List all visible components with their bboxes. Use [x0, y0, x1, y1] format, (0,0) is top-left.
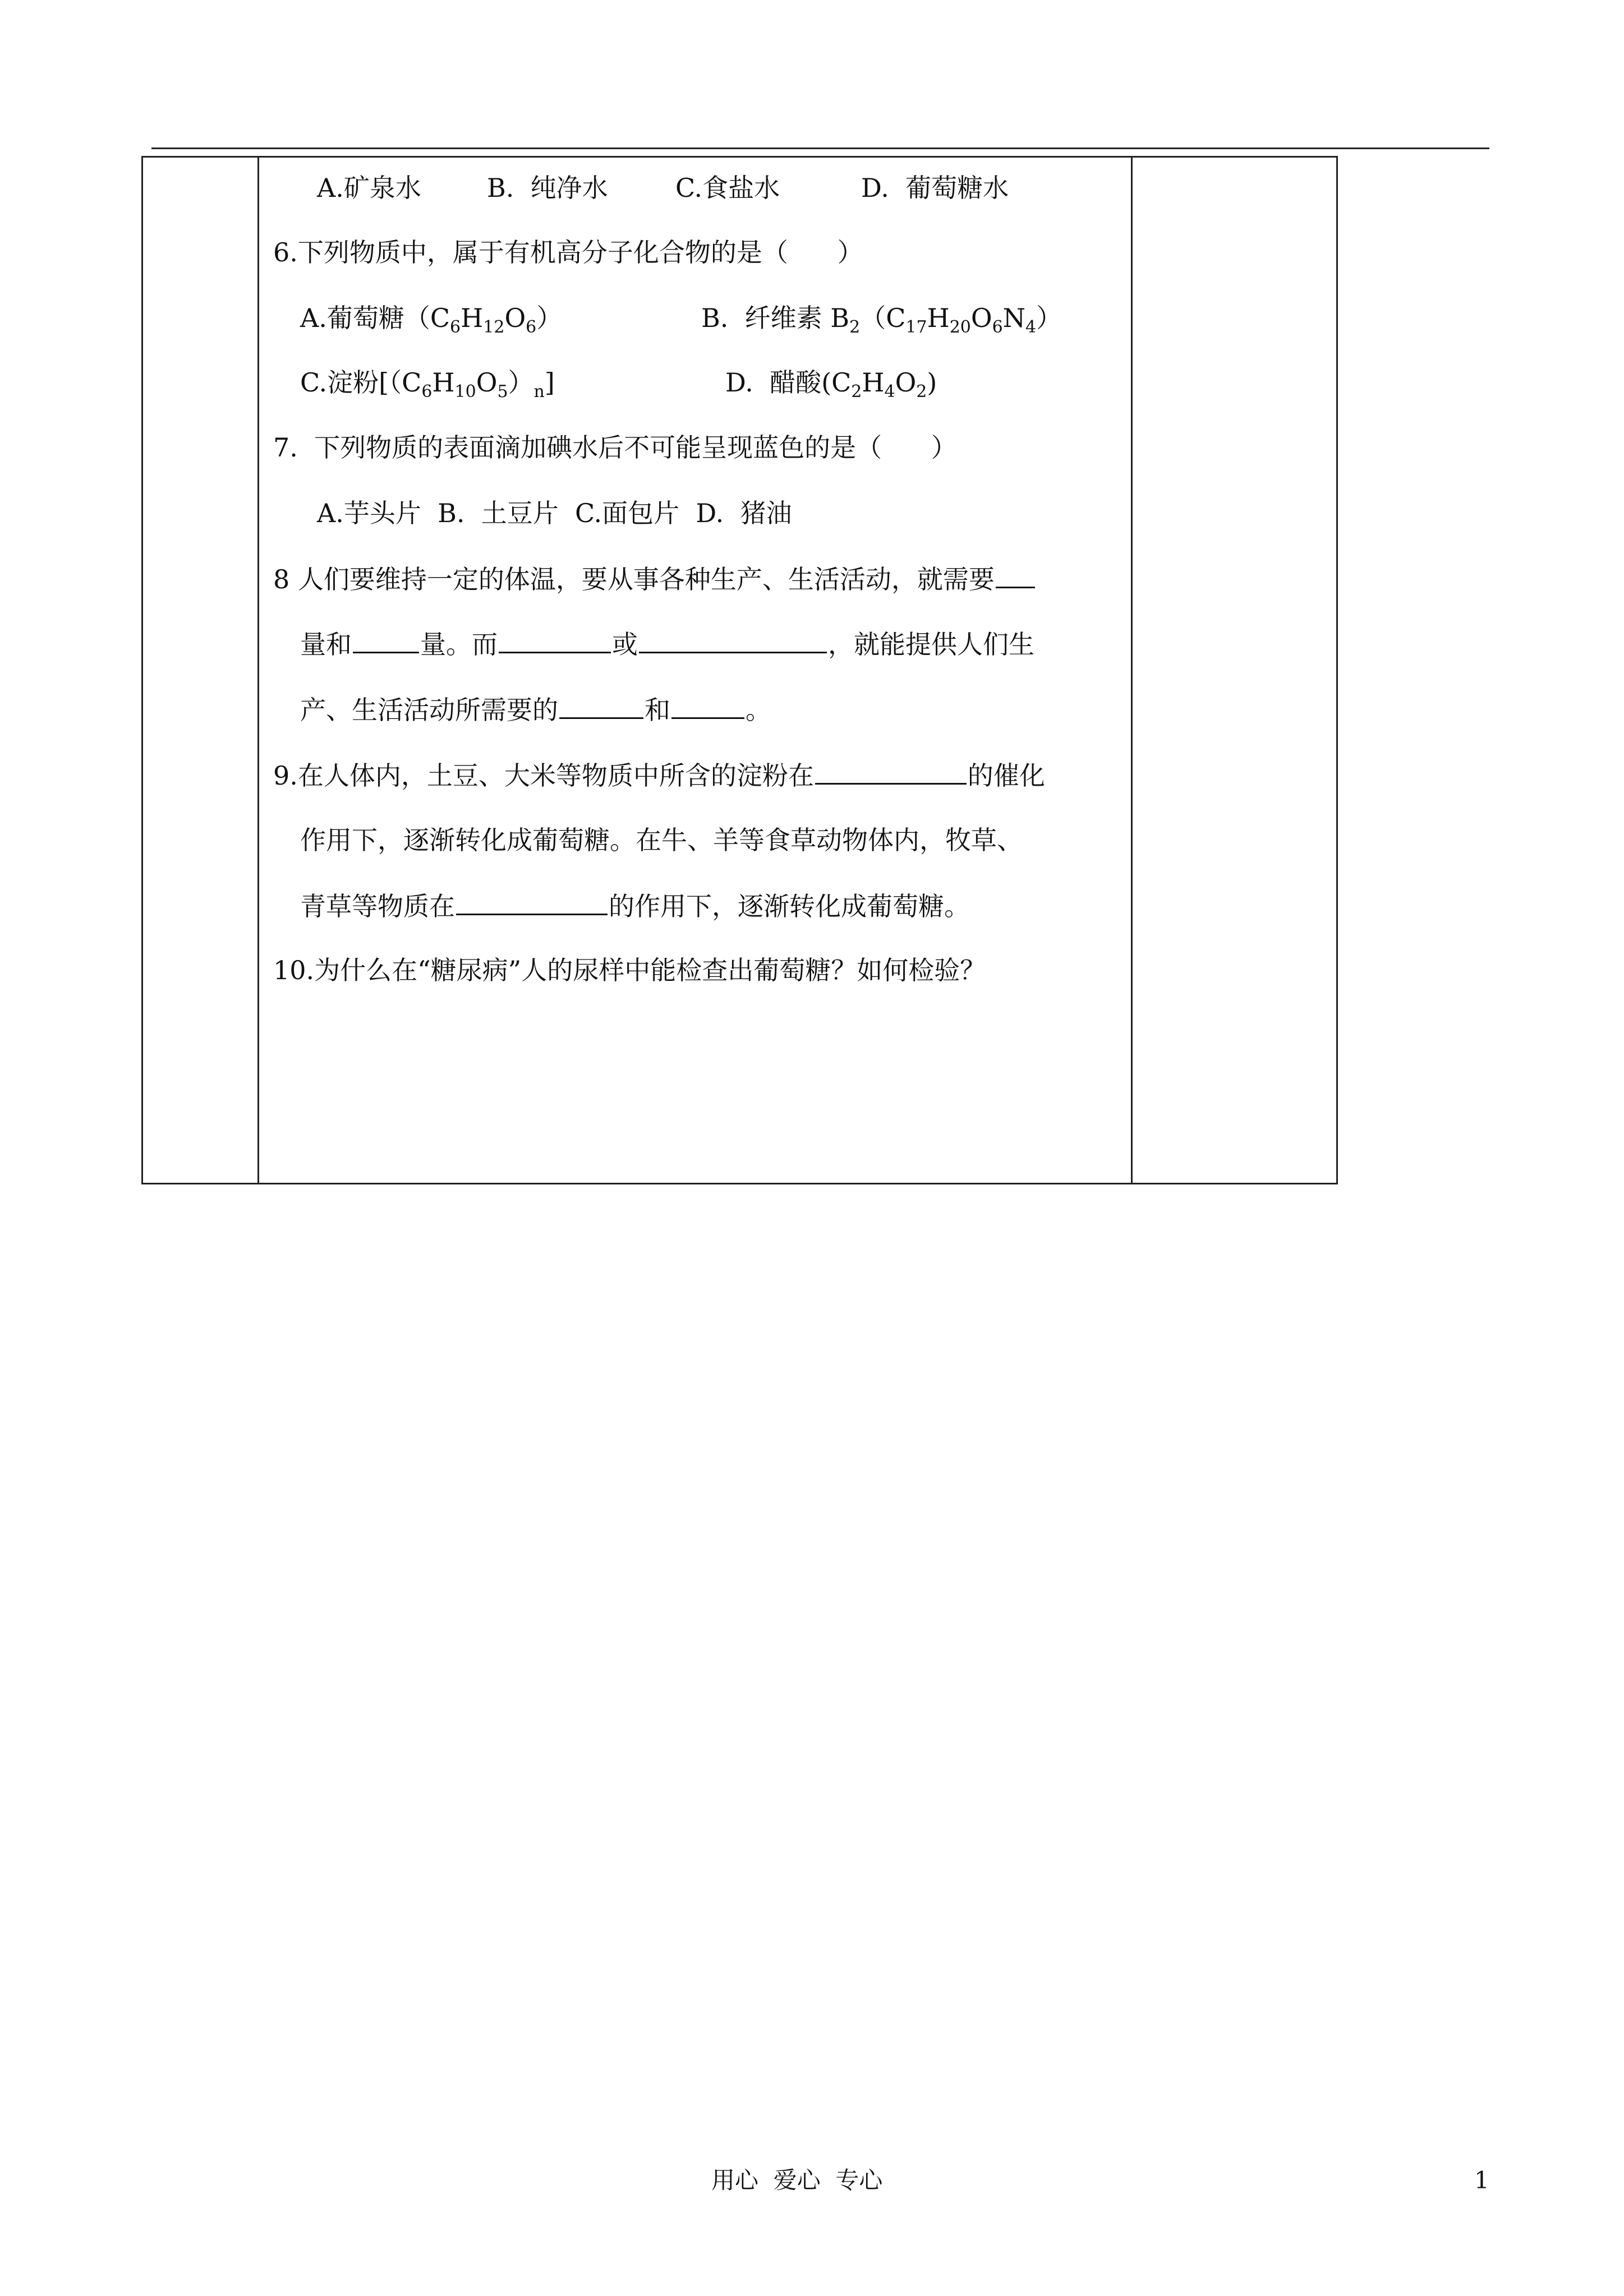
q8-blank-4[interactable]	[639, 627, 827, 653]
q8-blank-1[interactable]	[996, 562, 1035, 588]
q7-stem: 7. 下列物质的表面滴加碘水后不可能呈现蓝色的是（ ）	[273, 432, 957, 463]
q7-options: A.芋头片 B. 土豆片 C.面包片 D. 猪油	[317, 498, 792, 528]
q5-option-d: D. 葡萄糖水	[861, 173, 1009, 203]
q6-option-d: D. 醋酸$(C_2H_4O_2)$	[725, 367, 937, 402]
q5-option-c: C.食盐水	[675, 173, 780, 203]
page-footer-slogan: 用心 爱心 专心	[711, 2166, 883, 2194]
q9-line-3: 青草等物质在 的作用下，逐渐转化成葡萄糖。	[300, 889, 970, 923]
q8-blank-5[interactable]	[559, 693, 643, 719]
q9-line-2: 作用下，逐渐转化成葡萄糖。在牛、羊等食草动物体内，牧草、	[300, 825, 1023, 855]
q8-line-2: 量和 量。而 或 ，就能提供人们生	[300, 627, 1034, 661]
q6-stem: 6.下列物质中，属于有机高分子化合物的是（ ）	[273, 237, 863, 268]
q8-blank-2[interactable]	[353, 627, 419, 653]
q10-stem: 10.为什么在“糖尿病”人的尿样中能检查出葡萄糖？如何检验？	[273, 955, 986, 985]
page-number: 1	[1474, 2166, 1489, 2194]
q9-blank-2[interactable]	[456, 889, 608, 915]
table-left-column-divider	[257, 158, 259, 1183]
header-rule	[151, 147, 1489, 149]
q5-option-a: A.矿泉水	[317, 173, 421, 203]
q8-line-1: 8 人们要维持一定的体温，要从事各种生产、生活活动，就需要	[273, 562, 1036, 596]
q9-blank-1[interactable]	[815, 758, 967, 785]
table-right-column-divider	[1131, 158, 1133, 1183]
q6-option-a: A.葡萄糖$(C_6H_{12}O_6)$	[300, 303, 563, 337]
q6-option-b: B. 纤维素 $B_2(C_{17}H_{20}O_6N_4)$	[701, 303, 1062, 337]
q6-option-c: C.淀粉$[(C_6H_{10}O_5)_n]$	[300, 367, 555, 402]
q5-option-b: B. 纯净水	[487, 173, 608, 203]
q9-line-1: 9.在人体内，土豆、大米等物质中所含的淀粉在 的催化	[273, 758, 1045, 792]
q8-line-3: 产、生活活动所需要的 和 。	[300, 693, 771, 727]
q8-blank-3[interactable]	[499, 627, 611, 653]
q8-blank-6[interactable]	[671, 693, 744, 719]
